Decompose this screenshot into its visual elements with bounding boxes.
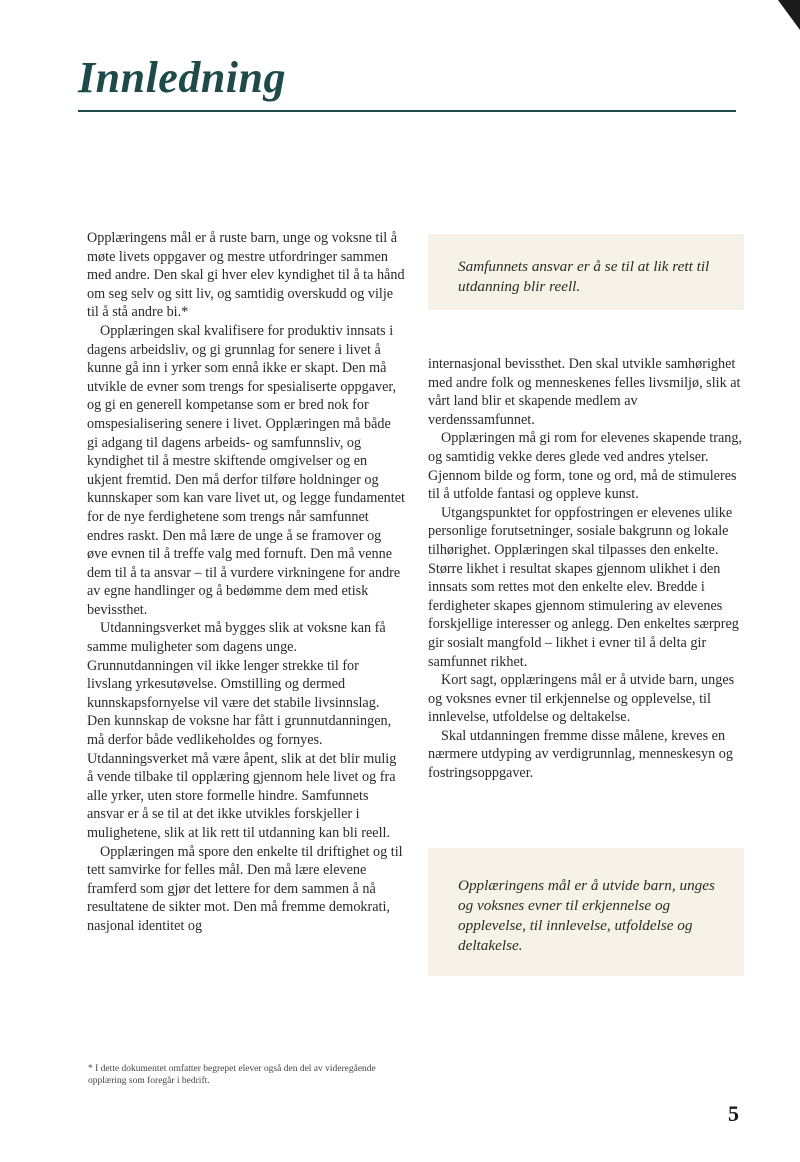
paragraph: Opplæringen må gi rom for elevenes skapende trang, og samtidig vekke deres glede ved andres ytelser. Gjennom bilde og form, tone og ord, må de stimuleres til å utfolde fantasi og oppleve kunst.	[428, 430, 742, 503]
page-corner	[778, 0, 800, 30]
right-column	[428, 355, 746, 783]
paragraph: internasjonal bevissthet. Den skal utvikle samhørighet med andre folk og menneskenes felles livsmiljø, slik at vårt land blir et skapende medlem av verdenssamfunnet.	[428, 356, 741, 428]
pull-quote-bottom	[428, 848, 744, 976]
pull-quote-bottom-text: Opplæringens mål er å utvide barn, unges og voksnes evner til erkjennelse og opplevelse, til innlevelse, utfoldelse og deltakelse.	[458, 877, 715, 954]
title-rule	[78, 110, 736, 112]
page-title: Innledning	[78, 53, 286, 102]
paragraph: Utdanningsverket må bygges slik at voksne kan få samme muligheter som dagens unge. Grunnutdanningen vil ikke lenger strekke til for livslang yrkesutøvelse. Omstilling og dermed kunnskapsfornyelse vil være det stabile livsinnslag. Den kunnskap de voksne har fått i grunnutdanningen, må derfor både vedlikeholdes og fornyes. Utdanningsverket må være åpent, slik at det blir mulig å vende tilbake til opplæring gjennom hele livet og fra alle yrker, uten store formelle hindre. Samfunnets ansvar er å se til at det ikke utvikles forskjeller i mulighetene, slik at lik rett til utdanning kan bli reell.	[87, 620, 397, 841]
paragraph: Skal utdanningen fremme disse målene, kreves en nærmere utdyping av verdigrunnlag, menneskesyn og fostringsoppgaver.	[428, 727, 733, 782]
paragraph: Opplæringens mål er å ruste barn, unge og voksne til å møte livets oppgaver og mestre utfordringer sammen med andre. Den skal gi hver elev kyndighet til å ta hånd om seg selv og sitt liv, og samtidig overskudd og vilje til å stå andre bi.*	[87, 230, 405, 321]
page-number: 5	[728, 1101, 739, 1126]
pull-quote-top-text: Samfunnets ansvar er å se til at lik rett til utdanning blir reell.	[458, 258, 710, 295]
left-column	[87, 229, 405, 936]
pull-quote-top	[428, 234, 744, 310]
paragraph: Opplæringen skal kvalifisere for produktiv innsats i dagens arbeidsliv, og gi grunnlag for senere i livet å kunne gå inn i yrker som ennå ikke er skapt. Den må utvikle de evner som trengs for spesialiserte oppgaver, og gi en generell kompetanse som er bred nok for omspesialisering senere i livet. Opplæringen må både gi adgang til dagens arbeids- og samfunnsliv, og kyndighet til å mestre skiftende omgivelser og en ukjent fremtid. Den må derfor tilføre holdninger og kunnskaper som kan vare livet ut, og legge fundamentet for de nye ferdighetene som trengs når samfunnet endres raskt. Den må lære de unge å se framover og øve evnen til å treffe valg med fornuft. Den må venne dem til å ta ansvar – til å vurdere virkningene for andre av egne handlinger og å bedømme dem med etisk bevissthet.	[87, 322, 405, 618]
footnote: * I dette dokumentet omfatter begrepet elever også den del av videregående opplæring som foregår i bedrift.	[88, 1064, 376, 1086]
paragraph: Utgangspunktet for oppfostringen er elevenes ulike personlige forutsetninger, sosiale bakgrunn og lokale tilhørighet. Opplæringen skal tilpasses den enkelte. Større likhet i resultat skapes gjennom ulikhet i den innsats som rettes mot den enkelte elev. Bredde i ferdigheter skapes gjennom stimulering av elevenes forskjellige interesser og anlegg. Den enkeltes særpreg gir sosialt mangfold – likhet i evner til å delta gir samfunnet rikhet.	[428, 504, 739, 670]
paragraph: Kort sagt, opplæringens mål er å utvide barn, unges og voksnes evner til erkjennelse og opplevelse, til innlevelse, utfoldelse og deltakelse.	[428, 672, 735, 726]
paragraph: Opplæringen må spore den enkelte til driftighet og til tett samvirke for felles mål. Den må lære elevene framferd som gjør det lettere for dem sammen å nå resultatene de sikter mot. Den må fremme demokrati, nasjonal identitet og	[87, 843, 403, 934]
